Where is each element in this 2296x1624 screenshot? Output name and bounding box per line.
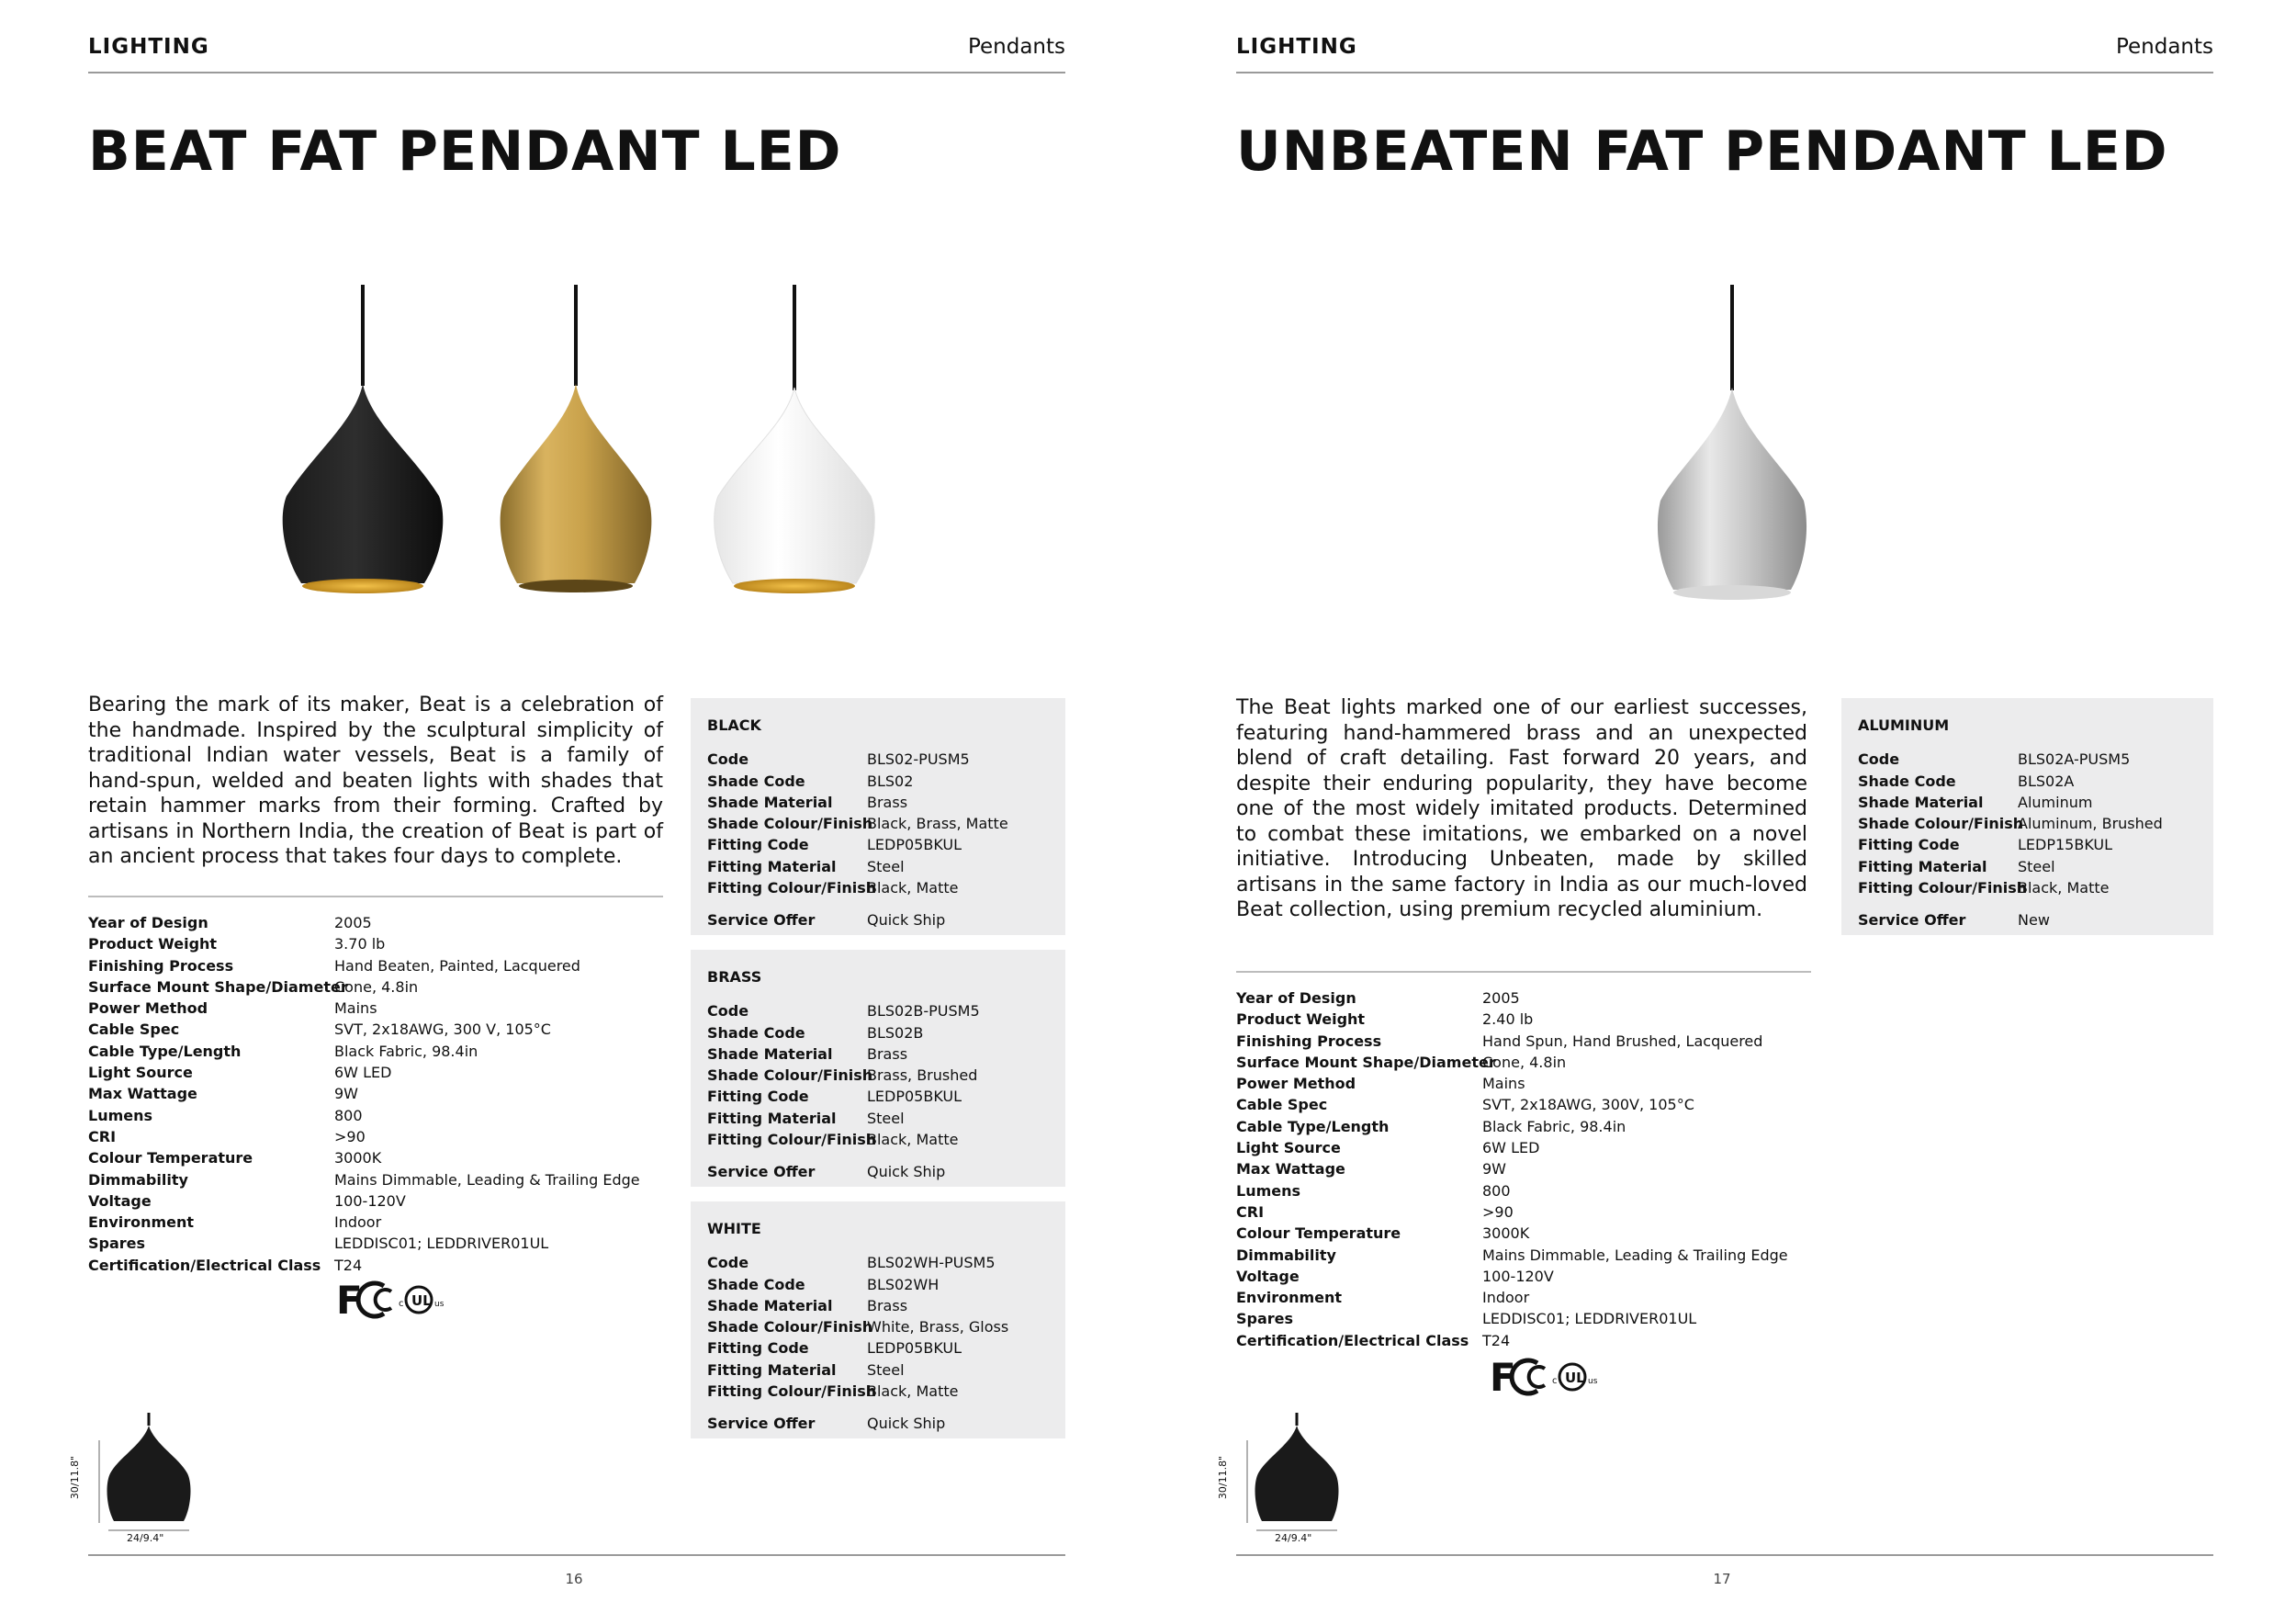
variant-row	[707, 1381, 1049, 1402]
variant-label: Code	[707, 1002, 749, 1021]
variant-row	[1858, 771, 2197, 792]
spec-value: 2005	[334, 914, 372, 931]
dimension-drawing	[69, 1407, 215, 1545]
variant-box-black	[691, 698, 1065, 935]
spec-row	[1236, 1073, 1788, 1094]
svg-text:F: F	[336, 1278, 363, 1321]
spec-label: Cable Spec	[1236, 1096, 1328, 1114]
spec-value: 2005	[1482, 989, 1520, 1007]
variant-label: Fitting Colour/Finish	[707, 1382, 877, 1401]
variant-label: Fitting Material	[707, 1360, 837, 1379]
spec-label: Finishing Process	[88, 956, 234, 975]
spec-value: Mains Dimmable, Leading & Trailing Edge	[334, 1170, 640, 1189]
variant-label: Fitting Colour/Finish	[1858, 879, 2028, 897]
spec-row	[1236, 1180, 1788, 1201]
variant-label: Shade Colour/Finish	[1858, 815, 2024, 833]
spec-value: >90	[334, 1127, 366, 1145]
variant-row	[1858, 877, 2197, 898]
variant-label: Fitting Colour/Finish	[707, 879, 877, 897]
category-label: Pendants	[967, 35, 1065, 59]
svg-text:us: us	[434, 1300, 445, 1309]
variant-label: Fitting Code	[707, 1339, 809, 1358]
variant-value: Brass	[867, 1044, 908, 1063]
spec-value: Mains Dimmable, Leading & Trailing Edge	[1482, 1246, 1788, 1264]
variant-value: Black, Matte	[867, 879, 959, 897]
variant-service-row	[707, 1161, 1049, 1182]
variant-value: BLS02WH	[867, 1275, 940, 1293]
spec-value: 2.40 lb	[1482, 1010, 1534, 1029]
spec-label: Lumens	[1236, 1181, 1301, 1200]
spec-label: Year of Design	[88, 914, 208, 931]
variant-row	[707, 1043, 1049, 1065]
spec-row	[1236, 1137, 1788, 1158]
spec-row	[88, 976, 640, 998]
variant-label: Shade Colour/Finish	[707, 1318, 873, 1336]
spec-row	[88, 1126, 640, 1147]
spec-value: LEDDISC01; LEDDRIVER01UL	[1482, 1310, 1697, 1328]
spec-row	[1236, 987, 1788, 1009]
spec-row	[1236, 1287, 1788, 1308]
variant-row	[707, 1359, 1049, 1381]
spec-label: Lumens	[88, 1106, 153, 1124]
spec-row	[88, 1147, 640, 1168]
svg-text:UL: UL	[411, 1292, 432, 1309]
spec-label: Spares	[1236, 1310, 1294, 1328]
spec-row	[1236, 1094, 1788, 1115]
variant-row	[707, 1295, 1049, 1316]
variant-title: ALUMINUM	[1858, 716, 1950, 734]
spec-label: Power Method	[88, 999, 208, 1018]
spec-value: 9W	[1482, 1160, 1506, 1179]
spec-row	[1236, 1266, 1788, 1287]
product-description: Bearing the mark of its maker, Beat is a celebration of the handmade. Inspired by the sculptural simplicity of traditional Indian water vessels, Beat is a family of hand-spun, welded and beaten lights with shades that retain hammer marks from their forming. Crafted by artisans in Northern India, the creation of Beat is part of an ancient process that takes four days to complete.	[88, 694, 663, 868]
variant-value: BLS02WH-PUSM5	[867, 1254, 996, 1272]
variant-value: Quick Ship	[867, 911, 946, 930]
variant-row	[707, 1274, 1049, 1295]
specs-divider	[1236, 971, 1811, 973]
spec-row	[88, 933, 640, 954]
variant-value: White, Brass, Gloss	[867, 1318, 1009, 1336]
variant-label: Fitting Colour/Finish	[707, 1131, 877, 1149]
variant-label: Fitting Code	[707, 836, 809, 854]
brass-pendant-image	[493, 285, 658, 597]
variant-row	[707, 771, 1049, 792]
variant-row	[707, 1086, 1049, 1107]
spec-value: 100-120V	[334, 1191, 406, 1210]
variant-service-row	[707, 1413, 1049, 1434]
spec-row	[1236, 1158, 1788, 1179]
product-description: The Beat lights marked one of our earliest successes, featuring hand-hammered brass and an unexpected blend of craft detailing. Fast forward 20 years, and despite their enduring popularity, they have become one of the most widely imitated products. Determined to combat these imitations, we embarked on a novel initiative. Introducing Unbeaten, made by skilled artisans in the same factory in India as our much-loved Beat collection, using premium recycled aluminium.	[1236, 696, 1807, 921]
spec-row	[88, 1233, 640, 1254]
variant-value: LEDP05BKUL	[867, 1088, 962, 1106]
spec-label: Finishing Process	[1236, 1032, 1382, 1050]
dimension-width-label: 24/9.4"	[1275, 1532, 1312, 1544]
spec-value: 100-120V	[1482, 1267, 1554, 1285]
spec-label: Light Source	[88, 1064, 193, 1082]
spec-row	[88, 1083, 640, 1104]
variant-row	[707, 1000, 1049, 1021]
product-title: UNBEATEN FAT PENDANT LED	[1236, 119, 2168, 184]
page-right	[1148, 0, 2296, 1624]
variant-value: BLS02B	[867, 1023, 924, 1042]
variant-label: Code	[707, 1254, 749, 1272]
variant-label: Shade Material	[707, 1296, 833, 1314]
spec-value: Black Fabric, 98.4in	[334, 1042, 478, 1060]
spec-label: Colour Temperature	[1236, 1224, 1401, 1243]
variant-row	[707, 792, 1049, 813]
page-footer-line	[88, 1554, 1065, 1556]
variant-label: Fitting Material	[1858, 857, 1987, 875]
spec-row	[1236, 1031, 1788, 1052]
spec-label: Power Method	[1236, 1075, 1356, 1093]
variant-row	[1858, 749, 2197, 770]
variant-row	[707, 1316, 1049, 1337]
variant-label: Service Offer	[1858, 911, 1966, 930]
spec-row	[88, 1041, 640, 1062]
fcc-ul-certification-icon	[1490, 1354, 1618, 1398]
spec-label: Dimmability	[88, 1170, 188, 1189]
spec-label: Year of Design	[1236, 989, 1356, 1007]
spec-value: 3000K	[334, 1149, 382, 1167]
variant-row	[707, 856, 1049, 877]
variant-value: Steel	[2018, 857, 2055, 875]
spec-row	[88, 1190, 640, 1212]
variant-row	[707, 749, 1049, 770]
spec-value: LEDDISC01; LEDDRIVER01UL	[334, 1235, 549, 1253]
spec-row	[1236, 1116, 1788, 1137]
variant-row	[707, 1252, 1049, 1273]
spec-label: Certification/Electrical Class	[88, 1256, 321, 1274]
spec-value: >90	[1482, 1202, 1514, 1221]
spec-value: Mains	[1482, 1075, 1525, 1093]
variant-label: Shade Code	[707, 772, 805, 790]
variant-row	[707, 1337, 1049, 1359]
page-header	[88, 35, 1065, 73]
spec-value: Mains	[334, 999, 377, 1018]
specs-table	[88, 912, 640, 1276]
variant-label: Shade Material	[707, 793, 833, 811]
spec-row	[88, 1212, 640, 1233]
variant-value: Steel	[867, 1360, 905, 1379]
spec-label: Environment	[1236, 1289, 1343, 1307]
variant-row	[707, 877, 1049, 898]
spec-row	[88, 955, 640, 976]
spec-value: Cone, 4.8in	[1482, 1053, 1567, 1071]
spec-value: 800	[334, 1106, 363, 1124]
spec-row	[88, 1105, 640, 1126]
variant-service-row	[707, 909, 1049, 930]
spec-label: Voltage	[88, 1191, 152, 1210]
variant-row	[1858, 834, 2197, 855]
variant-value: BLS02	[867, 772, 914, 790]
spec-value: 3000K	[1482, 1224, 1530, 1243]
variant-value: LEDP05BKUL	[867, 836, 962, 854]
variant-value: Brass	[867, 1296, 908, 1314]
variant-value: Black, Matte	[2018, 879, 2110, 897]
variant-label: Shade Material	[707, 1044, 833, 1063]
variant-value: Aluminum	[2018, 793, 2093, 811]
variant-value: Quick Ship	[867, 1415, 946, 1433]
spec-row	[1236, 1245, 1788, 1266]
spec-value: Black Fabric, 98.4in	[1482, 1117, 1626, 1135]
variant-value: Brass, Brushed	[867, 1066, 978, 1085]
spec-row	[1236, 1308, 1788, 1329]
spec-label: CRI	[88, 1127, 117, 1145]
spec-label: Surface Mount Shape/Diameter	[88, 977, 348, 996]
svg-text:c: c	[399, 1299, 404, 1309]
spec-label: Surface Mount Shape/Diameter	[1236, 1053, 1496, 1071]
variant-row	[707, 813, 1049, 834]
variant-value: BLS02A-PUSM5	[2018, 750, 2131, 769]
variant-value: BLS02A	[2018, 772, 2075, 790]
spec-value: 800	[1482, 1181, 1511, 1200]
spec-label: Colour Temperature	[88, 1149, 253, 1167]
variant-row	[707, 1108, 1049, 1129]
spec-row	[1236, 1052, 1788, 1073]
variant-value: Steel	[867, 1109, 905, 1127]
specs-table	[1236, 987, 1788, 1351]
specs-divider	[88, 896, 663, 897]
spec-label: Spares	[88, 1235, 146, 1253]
black-pendant-image	[276, 285, 450, 597]
spec-row	[88, 998, 640, 1019]
variant-value: LEDP15BKUL	[2018, 836, 2113, 854]
variant-row	[707, 834, 1049, 855]
variant-label: Fitting Material	[707, 1109, 837, 1127]
variant-service-row	[1858, 909, 2197, 930]
variant-title: BRASS	[707, 968, 762, 986]
variant-label: Service Offer	[707, 911, 816, 930]
variant-value: Steel	[867, 857, 905, 875]
variant-value: Aluminum, Brushed	[2018, 815, 2163, 833]
category-label: Pendants	[2115, 35, 2213, 59]
spec-label: Product Weight	[88, 935, 218, 953]
variant-title: BLACK	[707, 716, 761, 734]
dimension-height-label: 30/11.8"	[1217, 1455, 1230, 1500]
svg-text:us: us	[1588, 1377, 1598, 1386]
spec-value: SVT, 2x18AWG, 300 V, 105°C	[334, 1021, 551, 1039]
fcc-ul-certification-icon	[336, 1277, 465, 1321]
dimension-silhouette-icon	[1234, 1407, 1363, 1545]
spec-row	[88, 1255, 640, 1276]
spec-value: SVT, 2x18AWG, 300V, 105°C	[1482, 1096, 1694, 1114]
variant-value: Brass	[867, 793, 908, 811]
spec-value: Hand Spun, Hand Brushed, Lacquered	[1482, 1032, 1763, 1050]
variant-label: Shade Code	[707, 1023, 805, 1042]
variant-value: BLS02B-PUSM5	[867, 1002, 980, 1021]
variant-label: Shade Code	[707, 1275, 805, 1293]
white-pendant-image	[707, 285, 882, 597]
spec-value: Hand Beaten, Painted, Lacquered	[334, 956, 580, 975]
aluminum-pendant-image	[1649, 285, 1815, 606]
spec-label: Max Wattage	[88, 1085, 197, 1103]
page-number: 17	[1713, 1571, 1731, 1587]
section-label: LIGHTING	[88, 35, 209, 59]
variant-value: New	[2018, 911, 2050, 930]
spec-row	[88, 1019, 640, 1040]
spec-value: T24	[1482, 1331, 1511, 1349]
spec-label: Certification/Electrical Class	[1236, 1331, 1469, 1349]
dimension-height-label: 30/11.8"	[69, 1455, 82, 1500]
variant-label: Shade Colour/Finish	[707, 1066, 873, 1085]
spec-label: Cable Spec	[88, 1021, 180, 1039]
variant-label: Fitting Material	[707, 857, 837, 875]
variant-label: Shade Material	[1858, 793, 1984, 811]
variant-label: Shade Code	[1858, 772, 1956, 790]
spec-value: 6W LED	[334, 1064, 392, 1082]
variant-row	[1858, 813, 2197, 834]
spec-row	[88, 1062, 640, 1083]
variant-row	[1858, 792, 2197, 813]
variant-value: Black, Matte	[867, 1131, 959, 1149]
variant-box-white	[691, 1201, 1065, 1438]
spec-value: 9W	[334, 1085, 358, 1103]
svg-text:c: c	[1552, 1376, 1558, 1386]
page-footer-line	[1236, 1554, 2213, 1556]
variant-value: Black, Matte	[867, 1382, 959, 1401]
dimension-silhouette-icon	[86, 1407, 215, 1545]
spec-row	[88, 912, 640, 933]
spec-value: Indoor	[1482, 1289, 1530, 1307]
variant-value: Quick Ship	[867, 1163, 946, 1181]
variant-box-brass	[691, 950, 1065, 1187]
product-title: BEAT FAT PENDANT LED	[88, 119, 842, 184]
spec-label: Light Source	[1236, 1139, 1341, 1157]
spec-label: Max Wattage	[1236, 1160, 1345, 1179]
variant-value: LEDP05BKUL	[867, 1339, 962, 1358]
dimension-width-label: 24/9.4"	[127, 1532, 164, 1544]
spec-label: Cable Type/Length	[88, 1042, 242, 1060]
variant-label: Service Offer	[707, 1415, 816, 1433]
variant-label: Fitting Code	[1858, 836, 1960, 854]
variant-label: Fitting Code	[707, 1088, 809, 1106]
variant-label: Service Offer	[707, 1163, 816, 1181]
spec-value: 6W LED	[1482, 1139, 1540, 1157]
spec-value: Cone, 4.8in	[334, 977, 419, 996]
spec-row	[1236, 1223, 1788, 1244]
spec-row	[1236, 1201, 1788, 1223]
variant-value: Black, Brass, Matte	[867, 815, 1008, 833]
spec-row	[1236, 1330, 1788, 1351]
spec-label: Environment	[88, 1213, 195, 1232]
spec-label: Dimmability	[1236, 1246, 1336, 1264]
spec-value: 3.70 lb	[334, 935, 386, 953]
spec-label: Voltage	[1236, 1267, 1300, 1285]
spec-label: CRI	[1236, 1202, 1265, 1221]
variant-box-aluminum	[1841, 698, 2213, 935]
dimension-drawing	[1217, 1407, 1363, 1545]
spec-label: Product Weight	[1236, 1010, 1366, 1029]
variant-row	[707, 1065, 1049, 1086]
svg-text:F: F	[1490, 1355, 1516, 1398]
variant-label: Shade Colour/Finish	[707, 815, 873, 833]
section-label: LIGHTING	[1236, 35, 1357, 59]
variant-title: WHITE	[707, 1220, 761, 1237]
spec-value: Indoor	[334, 1213, 382, 1232]
page-number: 16	[565, 1571, 583, 1587]
variant-row	[707, 1022, 1049, 1043]
svg-text:UL: UL	[1565, 1370, 1585, 1386]
spec-value: T24	[334, 1256, 363, 1274]
spec-row	[1236, 1009, 1788, 1030]
spec-label: Cable Type/Length	[1236, 1117, 1390, 1135]
variant-row	[1858, 856, 2197, 877]
variant-label: Code	[1858, 750, 1900, 769]
page-header	[1236, 35, 2213, 73]
variant-label: Code	[707, 750, 749, 769]
variant-row	[707, 1129, 1049, 1150]
variant-value: BLS02-PUSM5	[867, 750, 970, 769]
spec-row	[88, 1169, 640, 1190]
